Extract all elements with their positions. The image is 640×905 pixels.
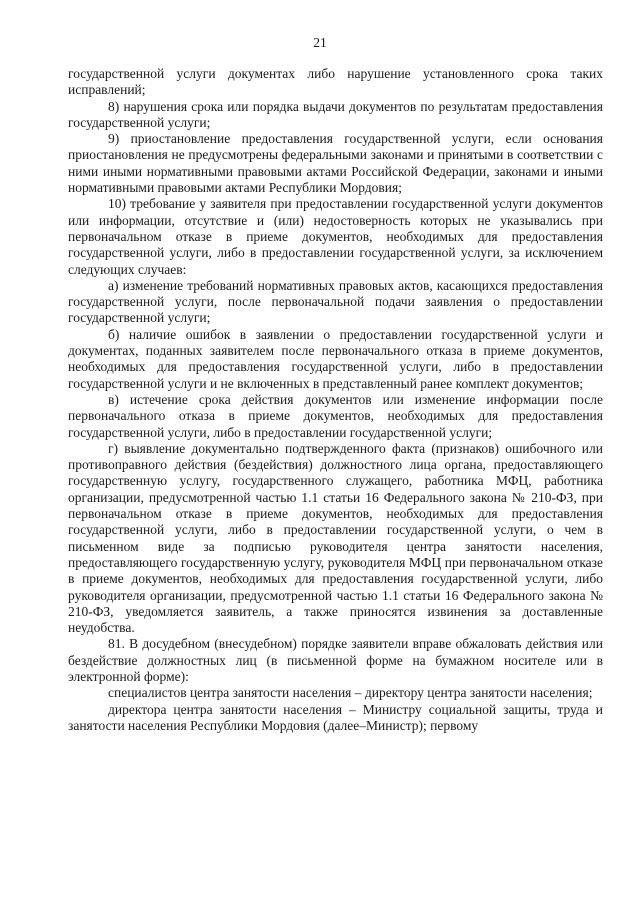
document-body xyxy=(68,66,603,734)
page-number: 21 xyxy=(313,35,327,50)
paragraph-appeal-director: директора центра занятости населения – Министру социальной защиты, труда и занятости населения Республики Мордовия (далее–Министр); первому xyxy=(68,701,603,733)
paragraph-section-81: 81. В досудебном (внесудебном) порядке заявители вправе обжаловать действия или бездействие должностных лиц (в письменной форме на бумажном носителе или в электронной форме): xyxy=(68,636,603,684)
paragraph-continuation: государственной услуги документах либо нарушение установленного срока таких исправлений; xyxy=(68,66,603,98)
paragraph-subitem-a: а) изменение требований нормативных правовых актов, касающихся предоставления государственной услуги, после первоначальной подачи заявления о предоставлении государственной услуги; xyxy=(68,277,603,326)
paragraph-appeal-specialists: специалистов центра занятости населения – директору центра занятости населения; xyxy=(108,685,593,701)
paragraph-subitem-v: в) истечение срока действия документов или изменение информации после первоначального отказа в приеме документов, необходимых для предоставления государственной услуги, либо в предоставлении государственной услуги; xyxy=(68,391,603,440)
paragraph-subitem-g: г) выявление документально подтвержденного факта (признаков) ошибочного или противоправного действия (бездействия) должностного лица органа, предоставляющего государственную услугу, государственного служащего, работника МФЦ, работника организации, предусмотренной частью 1.1 статьи 16 Федерального закона № 210-ФЗ, при первоначальном отказе в приеме документов, необходимых для предоставления государственной услуги, либо в предоставлении государственной услуги, о чем в письменном виде за подписью руководителя центра занятости населения, предоставляющего государственную услугу, руководителя МФЦ при первоначальном отказе в приеме документов, необходимых для предоставления государственной услуги, либо руководителя организации, предусмотренной частью 1.1 статьи 16 Федерального закона № 210-ФЗ, уведомляется заявитель, а также приносятся извинения за доставленные неудобства. xyxy=(68,440,603,636)
paragraph-item-10: 10) требование у заявителя при предоставлении государственной услуги документов или информации, отсутствие и (или) недостоверность которых не указывались при первоначальном отказе в приеме документов, необходимых для предоставления государственной услуги, либо в предоставлении государственной услуги, за исключением следующих случаев: xyxy=(68,196,603,277)
paragraph-subitem-b: б) наличие ошибок в заявлении о предоставлении государственной услуги и документах, поданных заявителем после первоначального отказа в приеме документов, необходимых для предоставления государственной услуги, либо в предоставлении государственной услуги и не включенных в представленный ранее комплект документов; xyxy=(68,326,603,391)
paragraph-item-8: 8) нарушения срока или порядка выдачи документов по результатам предоставления государственной услуги; xyxy=(68,98,603,130)
paragraph-item-9: 9) приостановление предоставления государственной услуги, если основания приостановления не предусмотрены федеральными законами и принятыми в соответствии с ними иными нормативными правовыми актами Российской Федерации, законами и иными нормативными правовыми актами Республики Мордовия; xyxy=(68,131,603,196)
